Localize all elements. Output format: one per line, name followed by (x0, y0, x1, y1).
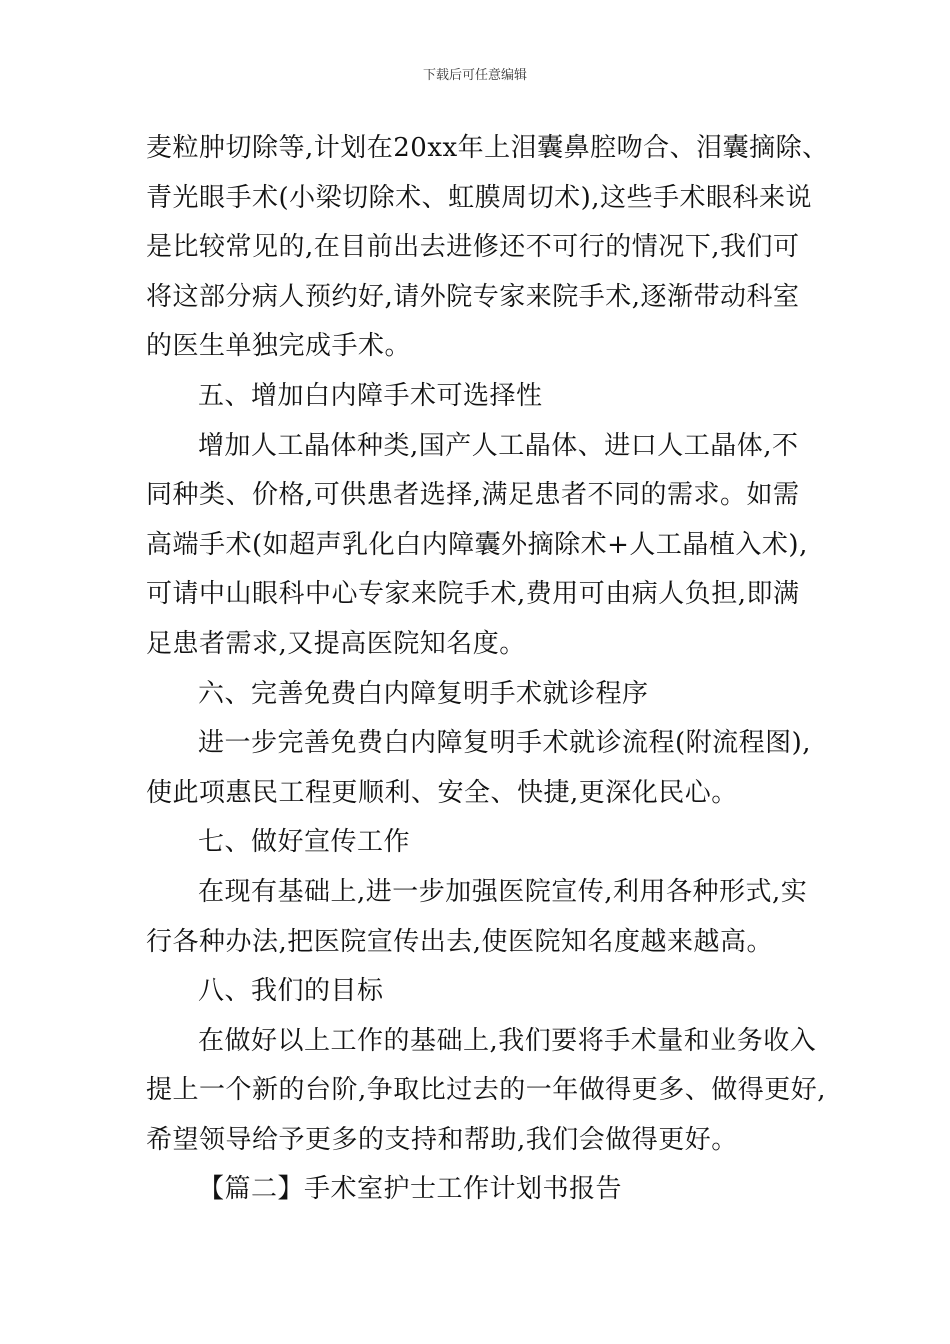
text-line-3: 是比较常见的,在目前出去进修还不可行的情况下,我们可 (146, 232, 800, 263)
text-line-10: 可请中山眼科中心专家来院手术,费用可由病人负担,即满 (146, 579, 800, 610)
text-line-1: 麦粒肿切除等,计划在20xx年上泪囊鼻腔吻合、泪囊摘除、 (146, 133, 829, 163)
section-heading-6: 六、完善免费白内障复明手术就诊程序 (198, 678, 649, 709)
text-line-7: 增加人工晶体种类,国产人工晶体、进口人工晶体,不 (198, 430, 799, 461)
text-line-9: 高端手术(如超声乳化白内障囊外摘除术+人工晶植入术), (146, 529, 808, 560)
page-header: 下载后可任意编辑 (422, 68, 527, 83)
text-line-19: 在做好以上工作的基础上,我们要将手术量和业务收入 (198, 1025, 817, 1056)
section-heading-5: 五、增加白内障手术可选择性 (198, 380, 543, 411)
chapter-heading: 【篇二】手术室护士工作计划书报告 (198, 1174, 623, 1205)
text-line-4: 将这部分病人预约好,请外院专家来院手术,逐渐带动科室 (146, 281, 800, 312)
text-line-21: 希望领导给予更多的支持和帮助,我们会做得更好。 (146, 1124, 738, 1155)
document-body (146, 124, 829, 1215)
text-line-16: 在现有基础上,进一步加强医院宣传,利用各种形式,实 (198, 876, 808, 907)
text-line-20: 提上一个新的台阶,争取比过去的一年做得更多、做得更好, (146, 1075, 827, 1106)
text-line-8: 同种类、价格,可供患者选择,满足患者不同的需求。如需 (146, 480, 800, 511)
text-line-5: 的医生单独完成手术。 (146, 331, 412, 362)
text-line-17: 行各种办法,把医院宣传出去,使医院知名度越来越高。 (146, 926, 774, 957)
text-line-2: 青光眼手术(小梁切除术、虹膜周切术),这些手术眼科来说 (146, 182, 813, 213)
section-heading-8: 八、我们的目标 (198, 976, 384, 1007)
text-line-13: 进一步完善免费白内障复明手术就诊流程(附流程图), (198, 728, 812, 759)
text-line-14: 使此项惠民工程更顺利、安全、快捷,更深化民心。 (146, 777, 738, 808)
section-heading-7: 七、做好宣传工作 (198, 827, 411, 858)
text-line-11: 足患者需求,又提高医院知名度。 (146, 628, 526, 659)
